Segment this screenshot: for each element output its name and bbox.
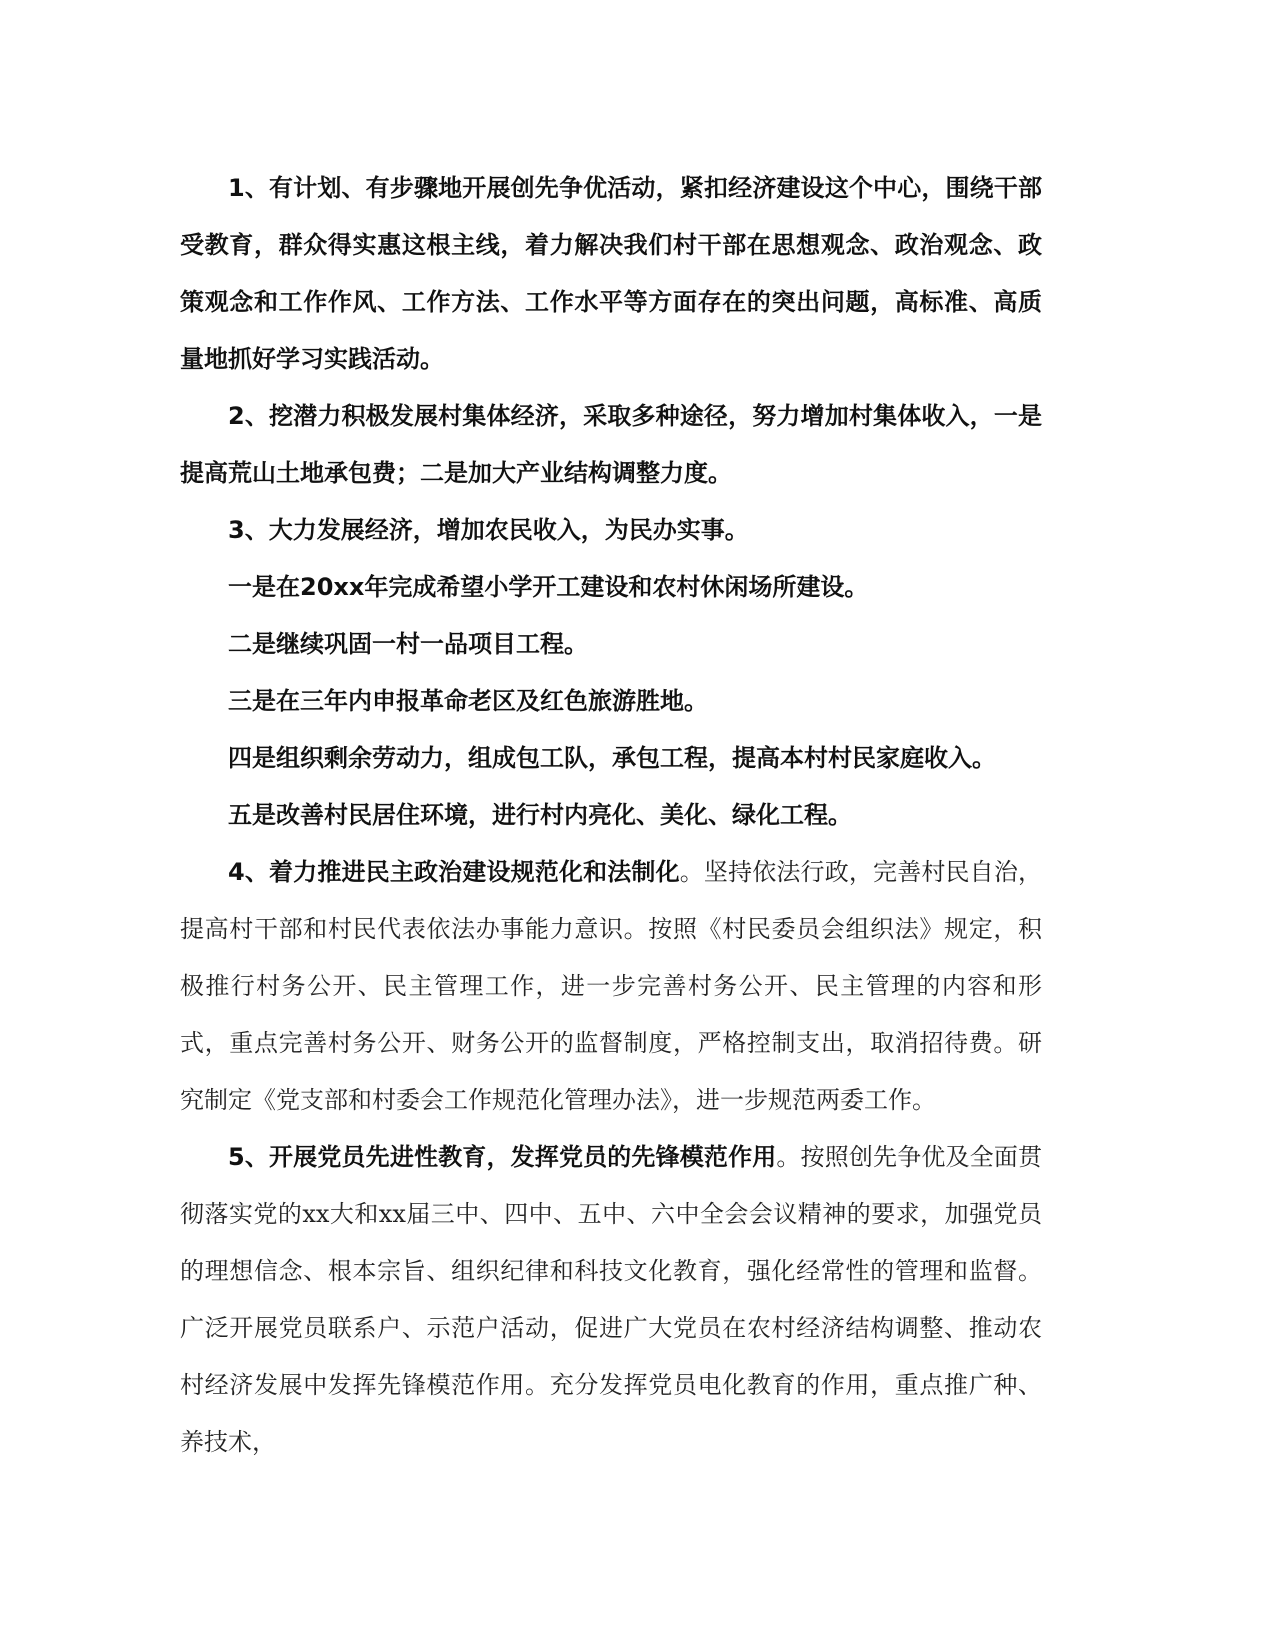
paragraph-5-normal-text: 。按照创先争优及全面贯彻落实党的xx大和xx届三中、四中、五中、六中全会会议精神的要求，加强党员的理想信念、根本宗旨、组织纪律和科技文化教育，强化经常性的管理和监督。广泛开展党员联系户、示范户活动，促进广大党员在农村经济结构调整、推动农村经济发展中发挥先锋模范作用。充分发挥党员电化教育的作用，重点推广种、养技术， [180,1143,1042,1456]
list-item-1: 一是在20xx年完成希望小学开工建设和农村休闲场所建设。 [228,573,869,601]
list-item-3: 三是在三年内申报革命老区及红色旅游胜地。 [228,687,708,715]
document-page [180,160,1042,1471]
paragraph-4 [180,844,1042,1129]
paragraph-3-bold-text: 3、大力发展经济，增加农民收入，为民办实事。 [228,516,749,544]
paragraph-2-bold-text: 2、挖潜力积极发展村集体经济，采取多种途径，努力增加村集体收入，一是提高荒山土地承包费；二是加大产业结构调整力度。 [180,402,1042,487]
paragraph-5-bold-text: 5、开展党员先进性教育，发挥党员的先锋模范作用 [228,1143,777,1171]
paragraph-2 [180,388,1042,502]
list-item-5: 五是改善村民居住环境，进行村内亮化、美化、绿化工程。 [228,801,852,829]
paragraph-1 [180,160,1042,388]
paragraph-3 [180,502,1042,559]
paragraph-4-normal-text: 。坚持依法行政，完善村民自治，提高村干部和村民代表依法办事能力意识。按照《村民委员会组织法》规定，积极推行村务公开、民主管理工作，进一步完善村务公开、民主管理的内容和形式，重点完善村务公开、财务公开的监督制度，严格控制支出，取消招待费。研究制定《党支部和村委会工作规范化管理办法》，进一步规范两委工作。 [180,858,1042,1114]
paragraph-4-bold-text: 4、着力推进民主政治建设规范化和法制化 [228,858,680,886]
list-item-2: 二是继续巩固一村一品项目工程。 [228,630,588,658]
paragraph-1-bold-text: 1、有计划、有步骤地开展创先争优活动，紧扣经济建设这个中心，围绕干部受教育，群众得实惠这根主线，着力解决我们村干部在思想观念、政治观念、政策观念和工作作风、工作方法、工作水平等方面存在的突出问题，高标准、高质量地抓好学习实践活动。 [180,174,1042,373]
list-item-4: 四是组织剩余劳动力，组成包工队，承包工程，提高本村村民家庭收入。 [228,744,996,772]
paragraph-5 [180,1129,1042,1471]
